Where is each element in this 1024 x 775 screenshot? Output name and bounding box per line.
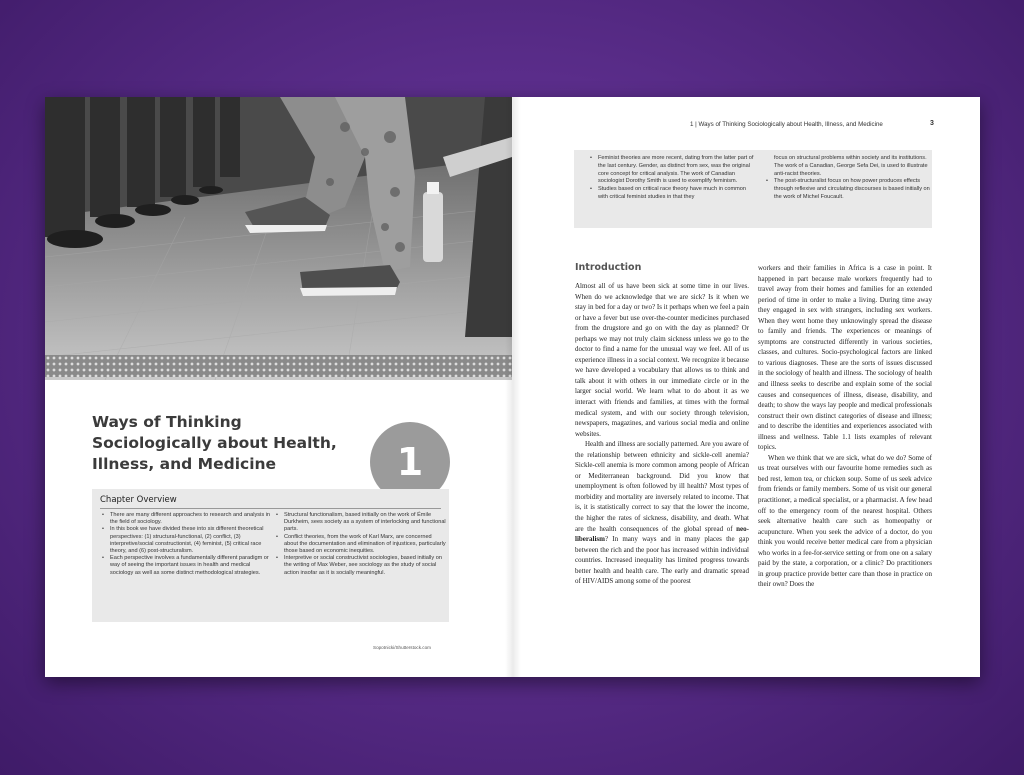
overview-column-2: [274, 512, 446, 577]
overview-rule: [100, 508, 441, 509]
dotted-band: [45, 355, 512, 377]
overview-bullet: • Interpretive or social constructivist sociologies, based initially on the writing of Max Weber, see sociology as the study of social action insofar as it is socially meaningful.: [284, 555, 446, 577]
body-column-2: [758, 263, 932, 590]
overview-bullet: • In this book we have divided these into six different theoretical perspectives: (1) structural-functional, (2) conflict, (3) interpretive/social constructionist, (4) feminist, (5) critical race theory, and (6) post-structuralism.: [110, 526, 272, 555]
overview-bullet: • Each perspective involves a fundamentally different paradigm or way of seeing the important issues in health and medical sociology as well as some distinct methodological strategies.: [110, 555, 272, 577]
body-paragraph: When we think that we are sick, what do we do? Some of us treat ourselves with our favourite home remedies such as bed rest, lemon tea, or chicken soup. Some of us seek advice from friends or family members. Some of us visit our general practitioner, a medical specialist, or a pharmacist. A few head off to the emergency room of the nearest hospital. Others seek alternative health care such as homeopathy or acupuncture. When you seek the advice of a doctor, do you think you would receive better medical care from a physician who works in a fee-for-service setting or from one on a salary paid by the state, a corporation, or a clinic? Do practitioners in group practice provide better care than those in practice on their own? Does the: [758, 453, 932, 589]
body-paragraph: workers and their families in Africa is a case in point. It happened in part because male workers frequently had to travel away from their homes and families for an extended period of time in order to make a living. During time away they engaged in sex with strangers, including sex workers. When they went home they unknowingly spread the disease to family and friends. The experiences or meanings of symptoms are constructed differently in various societies, classes, and cultures. Socio-psychological factors are linked to various diagnoses. These are the sorts of issues discussed in the sociology of health and illness. The sociology of health and illness seeks to describe and explain some of the social causes and consequences of illness, disease, disability, and death; to show the ways lay people and medical professionals construct their own distinct categories of disease and illness; and to describe the identities and experiences associated with illness and wellness. Table 1.1 lists examples of relevant topics.: [758, 264, 932, 452]
overview-heading: Chapter Overview: [100, 495, 177, 505]
book-spread: [45, 97, 980, 677]
chapter-title: Ways of Thinking Sociologically about Health, Illness, and Medicine: [92, 413, 337, 473]
left-page: [45, 97, 512, 677]
body-paragraph: Almost all of us have been sick at some time in our lives. When do we acknowledge that we are sick? Is it when we stay in bed for a day or two? Is it perhaps when we feel a pain or have a fever but use over-the-counter medicines purchased from the drugstore and go on with the day as planned? Or perhaps we may not truly claim sickness unless we go to the doctor to find a name for the unusual way we feel. All of us experience illness in a social context. We recognize it because we have developed a vocabulary that allows us to think and talk about it with others in our immediate circle or in the larger social world. We learn what to do about it as we interact with friends and families, at times with the formal medical system, and with our society through television, newspapers, magazines, and various social media and online websites.: [575, 282, 749, 438]
overview-bullet: • Structural functionalism, based initially on the work of Émile Durkheim, sees society as a system of interlocking and functional parts.: [284, 512, 446, 534]
overview-bullet: • Conflict theories, from the work of Karl Marx, are concerned about the documentation and elimination of injustices, particularly those based on economic inequities.: [284, 534, 446, 556]
box-bullet: • Studies based on critical race theory have much in common with critical feminist studies in that they: [598, 186, 756, 202]
page-number: 3: [930, 120, 934, 127]
chapter-overview-box: [92, 489, 449, 622]
overview-continued-box: [574, 150, 932, 228]
overview-column-1: [100, 512, 272, 577]
body-paragraph: Health and illness are socially patterned. Are you aware of the relationship between ethnicity and sickle-cell anemia? Sickle-cell anemia is more common among people of African or Mediterranean background. Did you know that unemployment is often followed by ill health? Most types of morbidity and mortality are inversely related to income. That is, it is statistically correct to say that the lower the income, the higher the rates of sickness, disability, and death. What are the health consequences of the global spread of neo-liberalism? In many ways and in many places the gap between the rich and the poor has increased within individual countries. Increased inequality has limited progress towards better health and health care. The early and dramatic spread of HIV/AIDS among some of the poorest: [575, 440, 749, 586]
box-column-2: [764, 155, 932, 202]
box-continuation: focus on structural problems within society and its institutions. The work of a Canadian, George Sefa Dei, is used to illustrate anti-racist theories.: [774, 155, 928, 177]
photo-credit: Sopotnicki/Shutterstock.com: [373, 645, 431, 650]
running-head: 1 | Ways of Thinking Sociologically about Health, Illness, and Medicine: [690, 121, 883, 128]
chapter-photo: [45, 97, 512, 380]
chapter-number-badge: 1: [370, 422, 450, 502]
section-heading-introduction: Introduction: [575, 262, 642, 273]
right-page: [512, 97, 980, 677]
box-bullet: • The post-structuralist focus on how power produces effects through reflexive and circulating discourses is based initially on the work of Michel Foucault.: [774, 178, 932, 201]
box-bullet: • Feminist theories are more recent, dating from the latter part of the last century. Gender, as distinct from sex, was the original core concept for critical analysis. The work of Canadian sociologist Dorothy Smith is used to exemplify feminism.: [598, 155, 756, 186]
glossary-term: neo-liberalism: [575, 524, 749, 544]
overview-bullet: • There are many different approaches to research and analysis in the field of sociology.: [110, 512, 272, 526]
box-column-1: [588, 155, 756, 202]
body-column-1: [575, 281, 749, 587]
